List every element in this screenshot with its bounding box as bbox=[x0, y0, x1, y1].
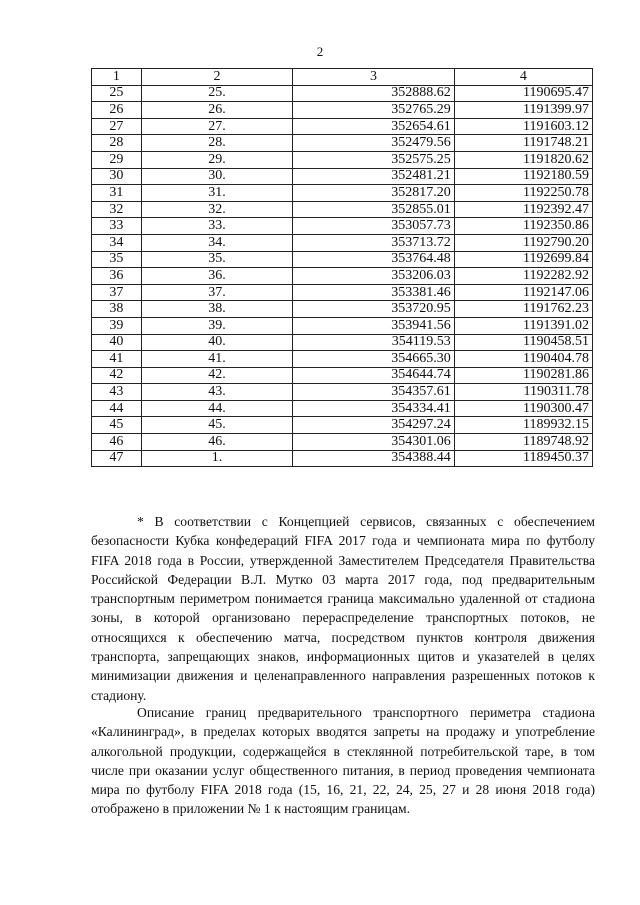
table-cell: 30. bbox=[141, 168, 293, 185]
table-cell: 354301.06 bbox=[293, 434, 454, 451]
table-cell: 1. bbox=[141, 450, 293, 467]
table-row bbox=[92, 85, 593, 102]
table-cell: 353381.46 bbox=[293, 284, 454, 301]
table-cell: 354119.53 bbox=[293, 334, 454, 351]
table-row bbox=[92, 450, 593, 467]
table-cell: 31 bbox=[92, 185, 142, 202]
table-cell: 45 bbox=[92, 417, 142, 434]
table-cell: 1192180.59 bbox=[454, 168, 592, 185]
table-row bbox=[92, 102, 593, 119]
table-cell: 1190281.86 bbox=[454, 367, 592, 384]
table-cell: 352817.20 bbox=[293, 185, 454, 202]
table-cell: 43 bbox=[92, 384, 142, 401]
table-cell: 1190311.78 bbox=[454, 384, 592, 401]
table-row bbox=[92, 284, 593, 301]
table-cell: 353764.48 bbox=[293, 251, 454, 268]
table-cell: 1190300.47 bbox=[454, 400, 592, 417]
table-cell: 1189450.37 bbox=[454, 450, 592, 467]
table-cell: 39. bbox=[141, 317, 293, 334]
table-cell: 41. bbox=[141, 351, 293, 368]
table-cell: 29 bbox=[92, 151, 142, 168]
table-row bbox=[92, 185, 593, 202]
table-row bbox=[92, 334, 593, 351]
table-row bbox=[92, 417, 593, 434]
table-cell: 352575.25 bbox=[293, 151, 454, 168]
table-body bbox=[92, 85, 593, 467]
table-cell: 1191748.21 bbox=[454, 135, 592, 152]
table-row bbox=[92, 400, 593, 417]
table-cell: 354357.61 bbox=[293, 384, 454, 401]
table-cell: 40. bbox=[141, 334, 293, 351]
table-cell: 33. bbox=[141, 218, 293, 235]
table-cell: 352765.29 bbox=[293, 102, 454, 119]
column-header-3: 3 bbox=[293, 69, 454, 86]
table-cell: 25. bbox=[141, 85, 293, 102]
table-header-row bbox=[92, 69, 593, 86]
table-cell: 352888.62 bbox=[293, 85, 454, 102]
table-row bbox=[92, 218, 593, 235]
table-cell: 1190404.78 bbox=[454, 351, 592, 368]
table-cell: 25 bbox=[92, 85, 142, 102]
table-cell: 354644.74 bbox=[293, 367, 454, 384]
table-row bbox=[92, 268, 593, 285]
table-cell: 44. bbox=[141, 400, 293, 417]
table-cell: 1189748.92 bbox=[454, 434, 592, 451]
table-cell: 352855.01 bbox=[293, 201, 454, 218]
table-cell: 1191603.12 bbox=[454, 118, 592, 135]
table-cell: 36. bbox=[141, 268, 293, 285]
table-cell: 28. bbox=[141, 135, 293, 152]
table-cell: 353057.73 bbox=[293, 218, 454, 235]
table-row bbox=[92, 351, 593, 368]
table-cell: 33 bbox=[92, 218, 142, 235]
table-cell: 352479.56 bbox=[293, 135, 454, 152]
table-cell: 1191762.23 bbox=[454, 301, 592, 318]
coordinates-table bbox=[91, 68, 593, 467]
table-cell: 47 bbox=[92, 450, 142, 467]
table-row bbox=[92, 234, 593, 251]
page-number: 2 bbox=[316, 44, 324, 59]
table-row bbox=[92, 384, 593, 401]
footnote-paragraph: * В соответствии с Концепцией сервисов, связанных с обеспечением безопасности Кубка конфедераций FIFA 2017 года и чемпионата мира по футболу FIFA 2018 года в России, утвержденной Заместителем Председателя Правительства Российской Федерации В.Л. Мутко 03 марта 2017 года, под предварительным транспортным периметром понимается граница максимально удаленной от стадиона зоны, в которой организовано перераспределение транспортных потоков, не относящихся к обеспечению матча, посредством пунктов контроля движения транспорта, запрещающих знаков, информационных щитов и указателей в целях минимизации движения и целенаправленного направления разрешенных потоков к стадиону. bbox=[91, 514, 595, 703]
table-cell: 1192147.06 bbox=[454, 284, 592, 301]
table-row bbox=[92, 251, 593, 268]
column-header-2: 2 bbox=[141, 69, 293, 86]
table-cell: 38. bbox=[141, 301, 293, 318]
table-cell: 35. bbox=[141, 251, 293, 268]
table-row bbox=[92, 151, 593, 168]
table-cell: 40 bbox=[92, 334, 142, 351]
table-cell: 1192350.86 bbox=[454, 218, 592, 235]
table-cell: 37. bbox=[141, 284, 293, 301]
table-row bbox=[92, 317, 593, 334]
table-cell: 352481.21 bbox=[293, 168, 454, 185]
table-cell: 26 bbox=[92, 102, 142, 119]
table-cell: 354297.24 bbox=[293, 417, 454, 434]
table-row bbox=[92, 135, 593, 152]
table-cell: 1191820.62 bbox=[454, 151, 592, 168]
table-cell: 352654.61 bbox=[293, 118, 454, 135]
table-cell: 44 bbox=[92, 400, 142, 417]
table-cell: 28 bbox=[92, 135, 142, 152]
table-row bbox=[92, 301, 593, 318]
table-cell: 42. bbox=[141, 367, 293, 384]
column-header-4: 4 bbox=[454, 69, 592, 86]
table-cell: 1192282.92 bbox=[454, 268, 592, 285]
table-cell: 353941.56 bbox=[293, 317, 454, 334]
table-cell: 1190458.51 bbox=[454, 334, 592, 351]
table-row bbox=[92, 367, 593, 384]
table-cell: 46 bbox=[92, 434, 142, 451]
table-cell: 353206.03 bbox=[293, 268, 454, 285]
table-cell: 39 bbox=[92, 317, 142, 334]
table-cell: 1192250.78 bbox=[454, 185, 592, 202]
table-cell: 354665.30 bbox=[293, 351, 454, 368]
table-cell: 1189932.15 bbox=[454, 417, 592, 434]
table-cell: 354334.41 bbox=[293, 400, 454, 417]
table-cell: 34 bbox=[92, 234, 142, 251]
table-cell: 1192790.20 bbox=[454, 234, 592, 251]
table-cell: 1191399.97 bbox=[454, 102, 592, 119]
table-row bbox=[92, 434, 593, 451]
table-row bbox=[92, 118, 593, 135]
description-paragraph: Описание границ предварительного транспортного периметра стадиона «Калининград», в пределах которых вводятся запреты на продажу и употребление алкогольной продукции, содержащейся в стеклянной потребительской таре, в том числе при оказании услуг общественного питания, в период проведения чемпионата мира по футболу FIFA 2018 года (15, 16, 21, 22, 24, 25, 27 и 28 июня 2018 года) отображено в приложении № 1 к настоящим границам. bbox=[91, 705, 595, 817]
table-cell: 35 bbox=[92, 251, 142, 268]
table-row bbox=[92, 201, 593, 218]
column-header-1: 1 bbox=[92, 69, 142, 86]
table-cell: 1192392.47 bbox=[454, 201, 592, 218]
table-cell: 26. bbox=[141, 102, 293, 119]
table-cell: 353720.95 bbox=[293, 301, 454, 318]
table-cell: 354388.44 bbox=[293, 450, 454, 467]
table-cell: 45. bbox=[141, 417, 293, 434]
table-cell: 31. bbox=[141, 185, 293, 202]
table-cell: 46. bbox=[141, 434, 293, 451]
table-cell: 1190695.47 bbox=[454, 85, 592, 102]
table-cell: 27. bbox=[141, 118, 293, 135]
table-cell: 30 bbox=[92, 168, 142, 185]
table-cell: 353713.72 bbox=[293, 234, 454, 251]
table-cell: 38 bbox=[92, 301, 142, 318]
table-cell: 32 bbox=[92, 201, 142, 218]
table-cell: 29. bbox=[141, 151, 293, 168]
table-cell: 36 bbox=[92, 268, 142, 285]
table-cell: 32. bbox=[141, 201, 293, 218]
table-cell: 27 bbox=[92, 118, 142, 135]
table-cell: 42 bbox=[92, 367, 142, 384]
table-cell: 43. bbox=[141, 384, 293, 401]
table-cell: 34. bbox=[141, 234, 293, 251]
table-cell: 1191391.02 bbox=[454, 317, 592, 334]
table-row bbox=[92, 168, 593, 185]
table-cell: 1192699.84 bbox=[454, 251, 592, 268]
table-cell: 41 bbox=[92, 351, 142, 368]
table-cell: 37 bbox=[92, 284, 142, 301]
